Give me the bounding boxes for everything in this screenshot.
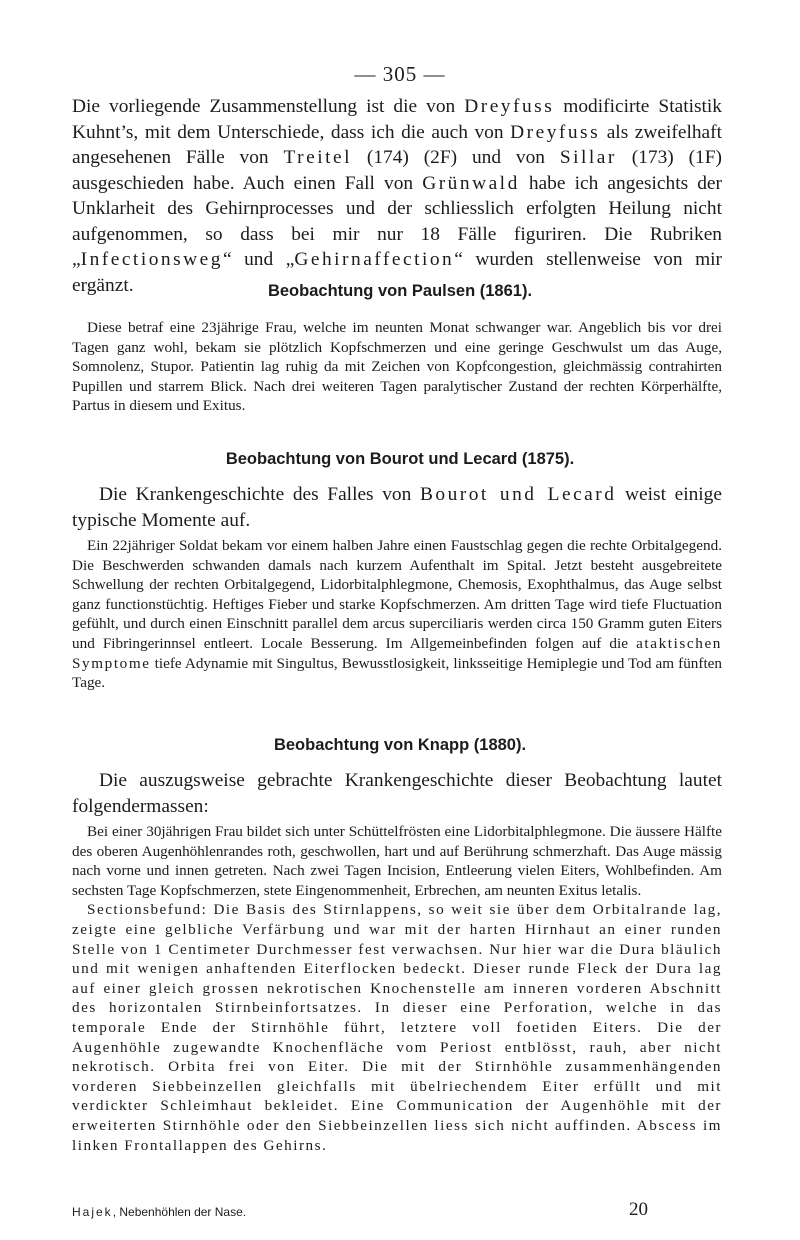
intro-text: Die vorliegende Zusammenstellung ist die von — [72, 96, 465, 117]
intro-text: “ wurden stellenweise von mir ergänzt. — [72, 249, 722, 296]
intro-text: Die Krankengeschichte des Falles von — [99, 484, 420, 505]
intro-text: weist einige typische Momente auf. — [72, 484, 722, 531]
rubric-name: Infectionsweg — [80, 249, 223, 270]
case-paragraph — [72, 536, 722, 693]
rubric-name: Gehirnaffection — [294, 249, 455, 270]
emphasis-text: ataktischen Symptome — [72, 634, 722, 672]
intro-text: habe ich angesichts der Unklarheit des Gehirnprocesses und der schliesslich erfolgten Heilung nicht aufgenommen, so dass bei mir nur 18 Fälle figuriren. Die Rubriken „ — [72, 172, 722, 270]
case-text: tiefe Adynamie mit Singultus, Bewusstlosigkeit, linksseitige Hemiplegie und Tod am fünften Tage. — [72, 654, 722, 692]
intro-paragraph — [72, 94, 722, 298]
case-paragraph — [72, 822, 722, 1155]
intro-text: “ und „ — [222, 249, 295, 270]
intro-text: als zweifelhaft angesehenen Fälle von — [72, 121, 722, 168]
author-name: Bourot und Lecard — [419, 484, 617, 505]
section-intro — [72, 482, 722, 533]
intro-text: Die auszugsweise gebrachte Krankengeschichte dieser Beobachtung lautet folgendermassen: — [72, 770, 722, 817]
footer-title: , Nebenhöhlen der Nase. — [112, 1205, 247, 1219]
case-text: Diese betraf eine 23jährige Frau, welche im neunten Monat schwanger war. Angeblich bis vor drei Tagen ganz wohl, bekam sie plötzlich Kopfschmerzen und eine geringe Geschwulst um das Auge, Somnolenz, Stupor. Patientin lag ruhig da mit Zeichen von Kopfcongestion, gleichmässig contrahirten Pupillen und starrem Blick. Nach drei weiteren Tagen paralytischer Zustand der rechten Körperhälfte, Partus in diesem und Exitus. — [72, 319, 722, 415]
section-heading: Beobachtung von Knapp (1880). — [273, 736, 527, 754]
autopsy-text: Sectionsbefund: Die Basis des Stirnlappens, so weit sie über dem Orbitalrande lag, zeigte eine gelbliche Verfärbung und war mit der harten Hirnhaut an einer runden Stelle von 1 Centimeter Durchmesser fest verwachsen. Nur hier war die Dura bläulich und mit wenigen anhaftenden Eiterflocken bedeckt. Dieser runde Fleck der Dura lag auf einer gleich grossen nekrotischen Knochenstelle am inneren vorderen Abschnitt des horizontalen Stirnbeinfortsatzes. In dieser eine Perforation, welche in das temporale Ende der Stirnhöhle führt, letztere voll foetiden Eiters. Die der Augenhöhle zugewandte Knochenfläche vom Periost entblösst, rauh, aber nicht nekrotisch. Orbita frei von Eiter. Die mit der Stirnhöhle zusammenhängenden vorderen Siebbeinzellen gleichfalls mit übelriechendem Eiter erfüllt und mit verdickter Schleimhaut bekleidet. Eine Communication der Augenhöhle mit der erweiterten Stirnhöhle oder den Siebbeinzellen liess sich nicht auffinden. Abscess im linken Frontallappen des Gehirns. — [72, 901, 722, 1154]
author-name: Grünwald — [422, 172, 520, 194]
intro-text: modificirte Statistik Kuhnt’s, mit dem Unterschiede, dass ich die auch von — [72, 96, 722, 143]
author-name: Treitel — [283, 147, 352, 168]
footer-author: Hajek — [72, 1205, 113, 1219]
section-heading: Beobachtung von Bourot und Lecard (1875). — [225, 450, 575, 468]
case-paragraph — [72, 318, 722, 416]
page-number: — 305 — — [354, 62, 446, 86]
case-text: Bei einer 30jährigen Frau bildet sich unter Schüttelfrösten eine Lidorbitalphlegmone. Die äussere Hälfte des oberen Augenhöhlenrandes roth, geschwollen, hart und auf Berührung schmerzhaft. Das Auge mässig nach vorne und innen getreten. Nach zwei Tagen Incision, Entleerung vielen Eiters, Wohlbefinden. Am sechsten Tage Kopfschmerzen, stete Eingenommenheit, Erbrechen, am neunten Exitus letalis. — [72, 823, 722, 899]
author-name: Sillar — [559, 147, 617, 168]
author-name: Dreyfuss — [464, 96, 555, 117]
intro-text: (173) (1F) ausgeschieden habe. Auch einen Fall von — [72, 147, 722, 194]
signature-mark: 20 — [629, 1199, 648, 1220]
section-heading: Beobachtung von Paulsen (1861). — [267, 282, 533, 300]
section-intro — [72, 768, 722, 819]
page-footer — [72, 1199, 722, 1221]
case-text: Ein 22jähriger Soldat bekam vor einem halben Jahre einen Faustschlag gegen die rechte Orbitalgegend. Die Beschwerden schwanden damals nach kurzem Aufenthalt im Spital. Jetzt besteht ausgebreitete Schwellung der rechten Orbitalgegend, Lidorbitalphlegmone, Chemosis, Exophthalmus, das Auge selbst ganz functionstüchtig. Heftiges Fieber und starke Kopfschmerzen. Am dritten Tage wird tiefe Fluctuation gefühlt, und durch einen Einschnitt parallel dem arcus superciliaris werden circa 150 Gramm guten Eiters und Fibringerinnsel entleert. Locale Besserung. Im Allgemeinbefinden folgen auf die — [72, 537, 722, 652]
intro-text: (174) (2F) und von — [352, 147, 560, 168]
author-name: Dreyfuss — [510, 121, 601, 143]
